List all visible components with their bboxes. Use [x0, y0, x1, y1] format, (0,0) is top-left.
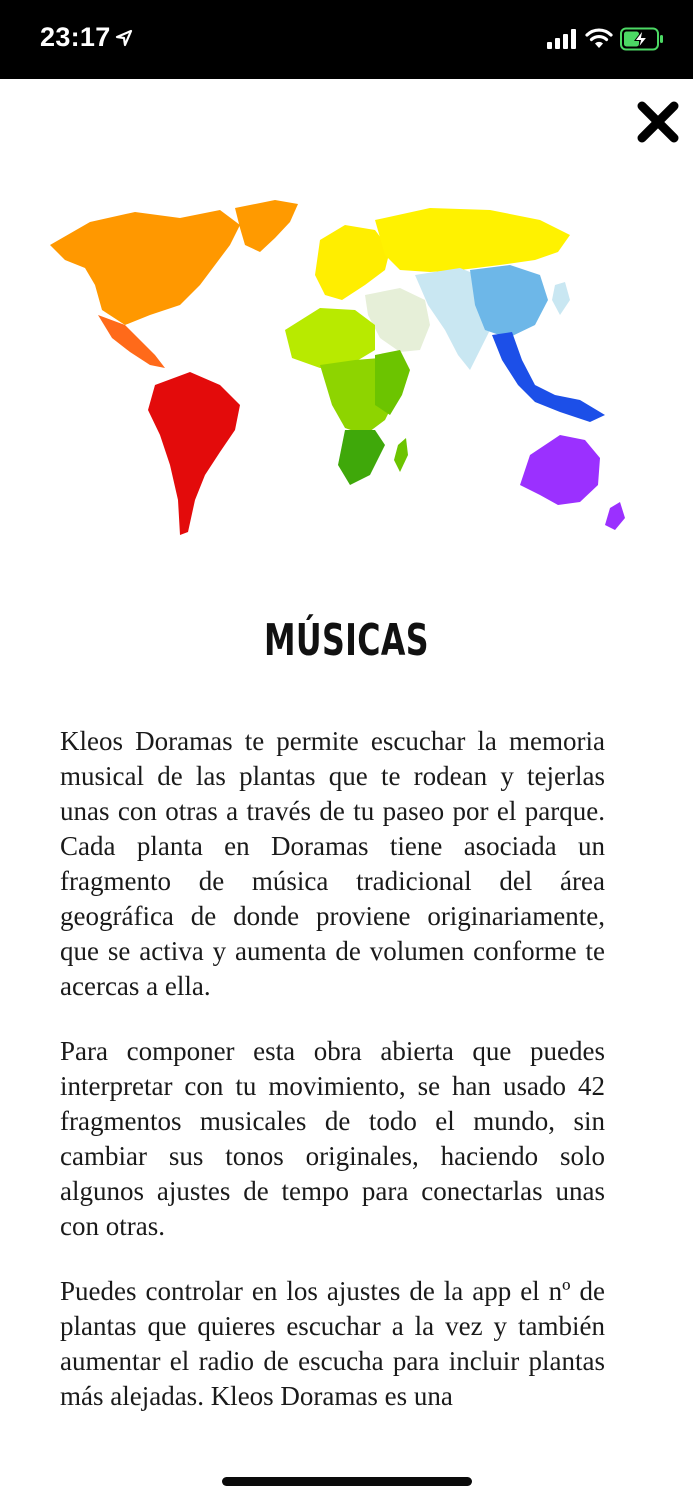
map-australia	[520, 435, 600, 505]
map-east-africa	[375, 350, 410, 415]
world-map-illustration	[30, 190, 670, 550]
map-central-america	[98, 315, 165, 368]
status-bar	[0, 0, 693, 79]
map-russia	[375, 208, 570, 272]
paragraph-3: Puedes controlar en los ajustes de la app el nº de plantas que quieres escuchar a la vez y también aumentar el radio de escucha para incluir plantas más alejadas. Kleos Doramas es una	[60, 1276, 605, 1411]
page-title: MÚSICAS	[264, 615, 429, 666]
battery-charging-icon	[620, 27, 664, 51]
location-arrow-icon	[115, 29, 133, 47]
home-indicator[interactable]	[222, 1477, 472, 1486]
wifi-icon	[585, 27, 613, 49]
close-button[interactable]	[636, 100, 680, 144]
content-body	[60, 724, 605, 1444]
cellular-signal-icon	[547, 29, 577, 49]
map-madagascar	[394, 438, 408, 472]
paragraph-1: Kleos Doramas te permite escuchar la memoria musical de las plantas que te rodean y tejerlas unas con otras a través de tu paseo por el parque. Cada planta en Doramas tiene asociada un fragmento de música tradicional del área geográfica de donde proviene originariamente, que se activa y aumenta de volumen conforme te acercas a ella.	[60, 726, 605, 1001]
map-new-zealand	[605, 502, 625, 530]
map-southeast-asia	[492, 332, 605, 422]
paragraph-2: Para componer esta obra abierta que puedes interpretar con tu movimiento, se han usado 42 fragmentos musicales de todo el mundo, sin cambiar sus tonos originales, haciendo solo algunos ajustes de tempo para conectarlas unas con otras.	[60, 1036, 605, 1241]
status-time: 23:17	[40, 22, 111, 52]
map-south-america	[148, 372, 240, 535]
map-greenland	[235, 200, 298, 252]
map-europe	[315, 225, 390, 300]
map-north-america	[50, 210, 240, 325]
map-japan	[552, 282, 570, 315]
map-southern-africa	[338, 430, 385, 485]
close-icon	[642, 106, 674, 138]
map-north-africa	[285, 308, 375, 368]
